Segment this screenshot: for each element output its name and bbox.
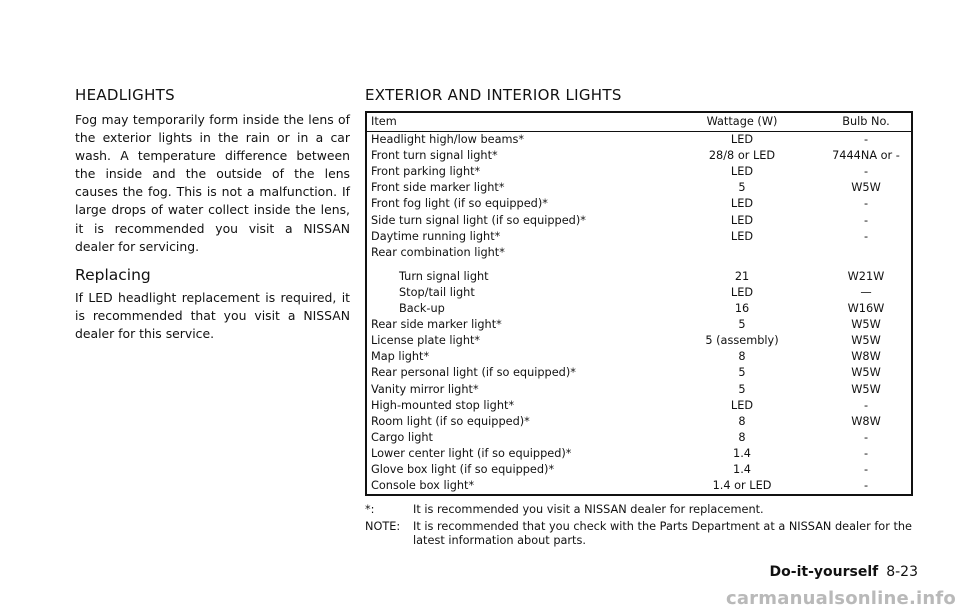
- item-cell: Glove box light (if so equipped)*: [371, 462, 555, 476]
- item-cell: Stop/tail light: [399, 285, 475, 299]
- table-row: [366, 301, 912, 317]
- item-cell: Side turn signal light (if so equipped)*: [371, 213, 586, 227]
- wattage-cell: LED: [730, 213, 754, 227]
- table-notes: [365, 503, 917, 548]
- item-cell: Rear personal light (if so equipped)*: [371, 366, 576, 380]
- item-cell: Front side marker light*: [371, 181, 505, 195]
- item-cell: Headlight high/low beams*: [371, 133, 525, 147]
- footnote-text: It is recommended you visit a NISSAN dealer for replacement.: [413, 503, 764, 517]
- item-cell: License plate light*: [371, 334, 481, 348]
- item-cell: Front turn signal light*: [371, 149, 498, 163]
- table-row: [366, 430, 912, 446]
- bulb-cell: W5W: [851, 181, 881, 195]
- table-row: [366, 164, 912, 180]
- header-bulb: Bulb No.: [821, 112, 912, 132]
- item-cell: Daytime running light*: [371, 229, 501, 243]
- wattage-cell: LED: [730, 398, 754, 412]
- bulb-cell: [821, 245, 912, 261]
- bulb-cell: -: [863, 462, 869, 476]
- bulb-cell: -: [863, 446, 869, 460]
- table-row: [366, 148, 912, 164]
- table-header-row: [366, 112, 912, 132]
- bulb-cell: W5W: [851, 366, 881, 380]
- wattage-cell: LED: [730, 197, 754, 211]
- wattage-cell: 5: [738, 382, 746, 396]
- wattage-cell: 5: [738, 318, 746, 332]
- wattage-cell: [663, 245, 821, 261]
- bulb-cell: -: [863, 213, 869, 227]
- header-wattage: Wattage (W): [663, 112, 821, 132]
- wattage-cell: 5 (assembly): [705, 334, 779, 348]
- wattage-cell: 28/8 or LED: [708, 149, 776, 163]
- footnote-mark: *:: [365, 503, 375, 517]
- bulb-cell: -: [863, 479, 869, 493]
- wattage-cell: 8: [738, 414, 746, 428]
- wattage-cell: 1.4: [733, 462, 751, 476]
- wattage-cell: 5: [738, 366, 746, 380]
- bulb-cell: -: [863, 197, 869, 211]
- left-column: [75, 86, 350, 343]
- wattage-cell: LED: [730, 285, 754, 299]
- item-cell: Front parking light*: [371, 165, 481, 179]
- item-cell: Room light (if so equipped)*: [371, 414, 530, 428]
- replacing-heading: Replacing: [75, 265, 151, 284]
- table-row: [366, 478, 912, 495]
- note-mark: NOTE:: [365, 520, 401, 534]
- table-row: [366, 382, 912, 398]
- header-item: Item: [366, 112, 663, 132]
- bulb-cell: W5W: [851, 382, 881, 396]
- table-row: [366, 132, 912, 149]
- item-cell: Vanity mirror light*: [371, 382, 479, 396]
- item-cell: Map light*: [371, 350, 430, 364]
- bulb-cell: -: [863, 398, 869, 412]
- bulb-cell: W5W: [851, 318, 881, 332]
- bulb-cell: 7444NA or -: [832, 149, 900, 163]
- row-spacer: [366, 261, 912, 269]
- lights-table: [365, 111, 913, 496]
- footnote: [365, 503, 917, 517]
- page-footer: [770, 564, 918, 580]
- wattage-cell: 8: [738, 350, 746, 364]
- lights-heading: EXTERIOR AND INTERIOR LIGHTS: [365, 86, 622, 104]
- headlights-paragraph: Fog may temporarily form inside the lens of the exterior lights in the rain or in a car wash. A temperature difference between the inside and the outside of the lens causes the fog. This is not a malfunction. If large drops of water collect inside the lens, it is recommended you visit a NISSAN dealer for servicing.: [75, 112, 350, 254]
- bulb-cell: -: [863, 430, 869, 444]
- wattage-cell: 5: [738, 181, 746, 195]
- bulb-cell: —: [860, 285, 872, 299]
- bulb-cell: W21W: [847, 269, 885, 283]
- note-text: It is recommended that you check with the Parts Department at a NISSAN dealer for the latest information about parts.: [413, 520, 912, 548]
- table-row: [366, 414, 912, 430]
- right-column: [365, 86, 917, 551]
- table-row: [366, 196, 912, 212]
- wattage-cell: LED: [730, 165, 754, 179]
- watermark: carmanualsonline.info: [725, 588, 956, 609]
- table-row: [366, 365, 912, 381]
- wattage-cell: LED: [730, 133, 754, 147]
- table-row: [366, 285, 912, 301]
- headlights-heading: HEADLIGHTS: [75, 86, 175, 104]
- bulb-cell: -: [863, 133, 869, 147]
- table-row: [366, 462, 912, 478]
- table-row: [366, 229, 912, 245]
- bulb-cell: W8W: [851, 414, 881, 428]
- wattage-cell: 21: [734, 269, 750, 283]
- bulb-cell: -: [863, 165, 869, 179]
- page-number: 8-23: [886, 564, 918, 580]
- table-row: [366, 446, 912, 462]
- replacing-paragraph: If LED headlight replacement is required, it is recommended that you visit a NISSAN dealer for this service.: [75, 289, 350, 341]
- table-row: [366, 269, 912, 285]
- wattage-cell: LED: [730, 229, 754, 243]
- table-row: [366, 245, 912, 261]
- item-cell: Cargo light: [371, 430, 433, 444]
- table-row: [366, 398, 912, 414]
- note: [365, 520, 917, 548]
- wattage-cell: 1.4: [733, 446, 751, 460]
- bulb-cell: W5W: [851, 334, 881, 348]
- item-cell: Turn signal light: [399, 269, 489, 283]
- wattage-cell: 1.4 or LED: [712, 479, 772, 493]
- wattage-cell: 8: [738, 430, 746, 444]
- item-cell: Rear side marker light*: [371, 318, 502, 332]
- footer-section: Do-it-yourself: [769, 564, 879, 580]
- table-row: [366, 349, 912, 365]
- bulb-cell: W16W: [847, 302, 885, 316]
- table-row: [366, 317, 912, 333]
- item-cell: Front fog light (if so equipped)*: [371, 197, 548, 211]
- item-cell: High-mounted stop light*: [371, 398, 515, 412]
- item-cell: Rear combination light*: [371, 245, 505, 259]
- bulb-cell: W8W: [851, 350, 881, 364]
- table-row: [366, 333, 912, 349]
- bulb-cell: -: [863, 229, 869, 243]
- table-row: [366, 180, 912, 196]
- item-cell: Console box light*: [371, 479, 475, 493]
- wattage-cell: 16: [734, 302, 750, 316]
- item-cell: Back-up: [399, 302, 445, 316]
- item-cell: Lower center light (if so equipped)*: [371, 446, 572, 460]
- table-row: [366, 213, 912, 229]
